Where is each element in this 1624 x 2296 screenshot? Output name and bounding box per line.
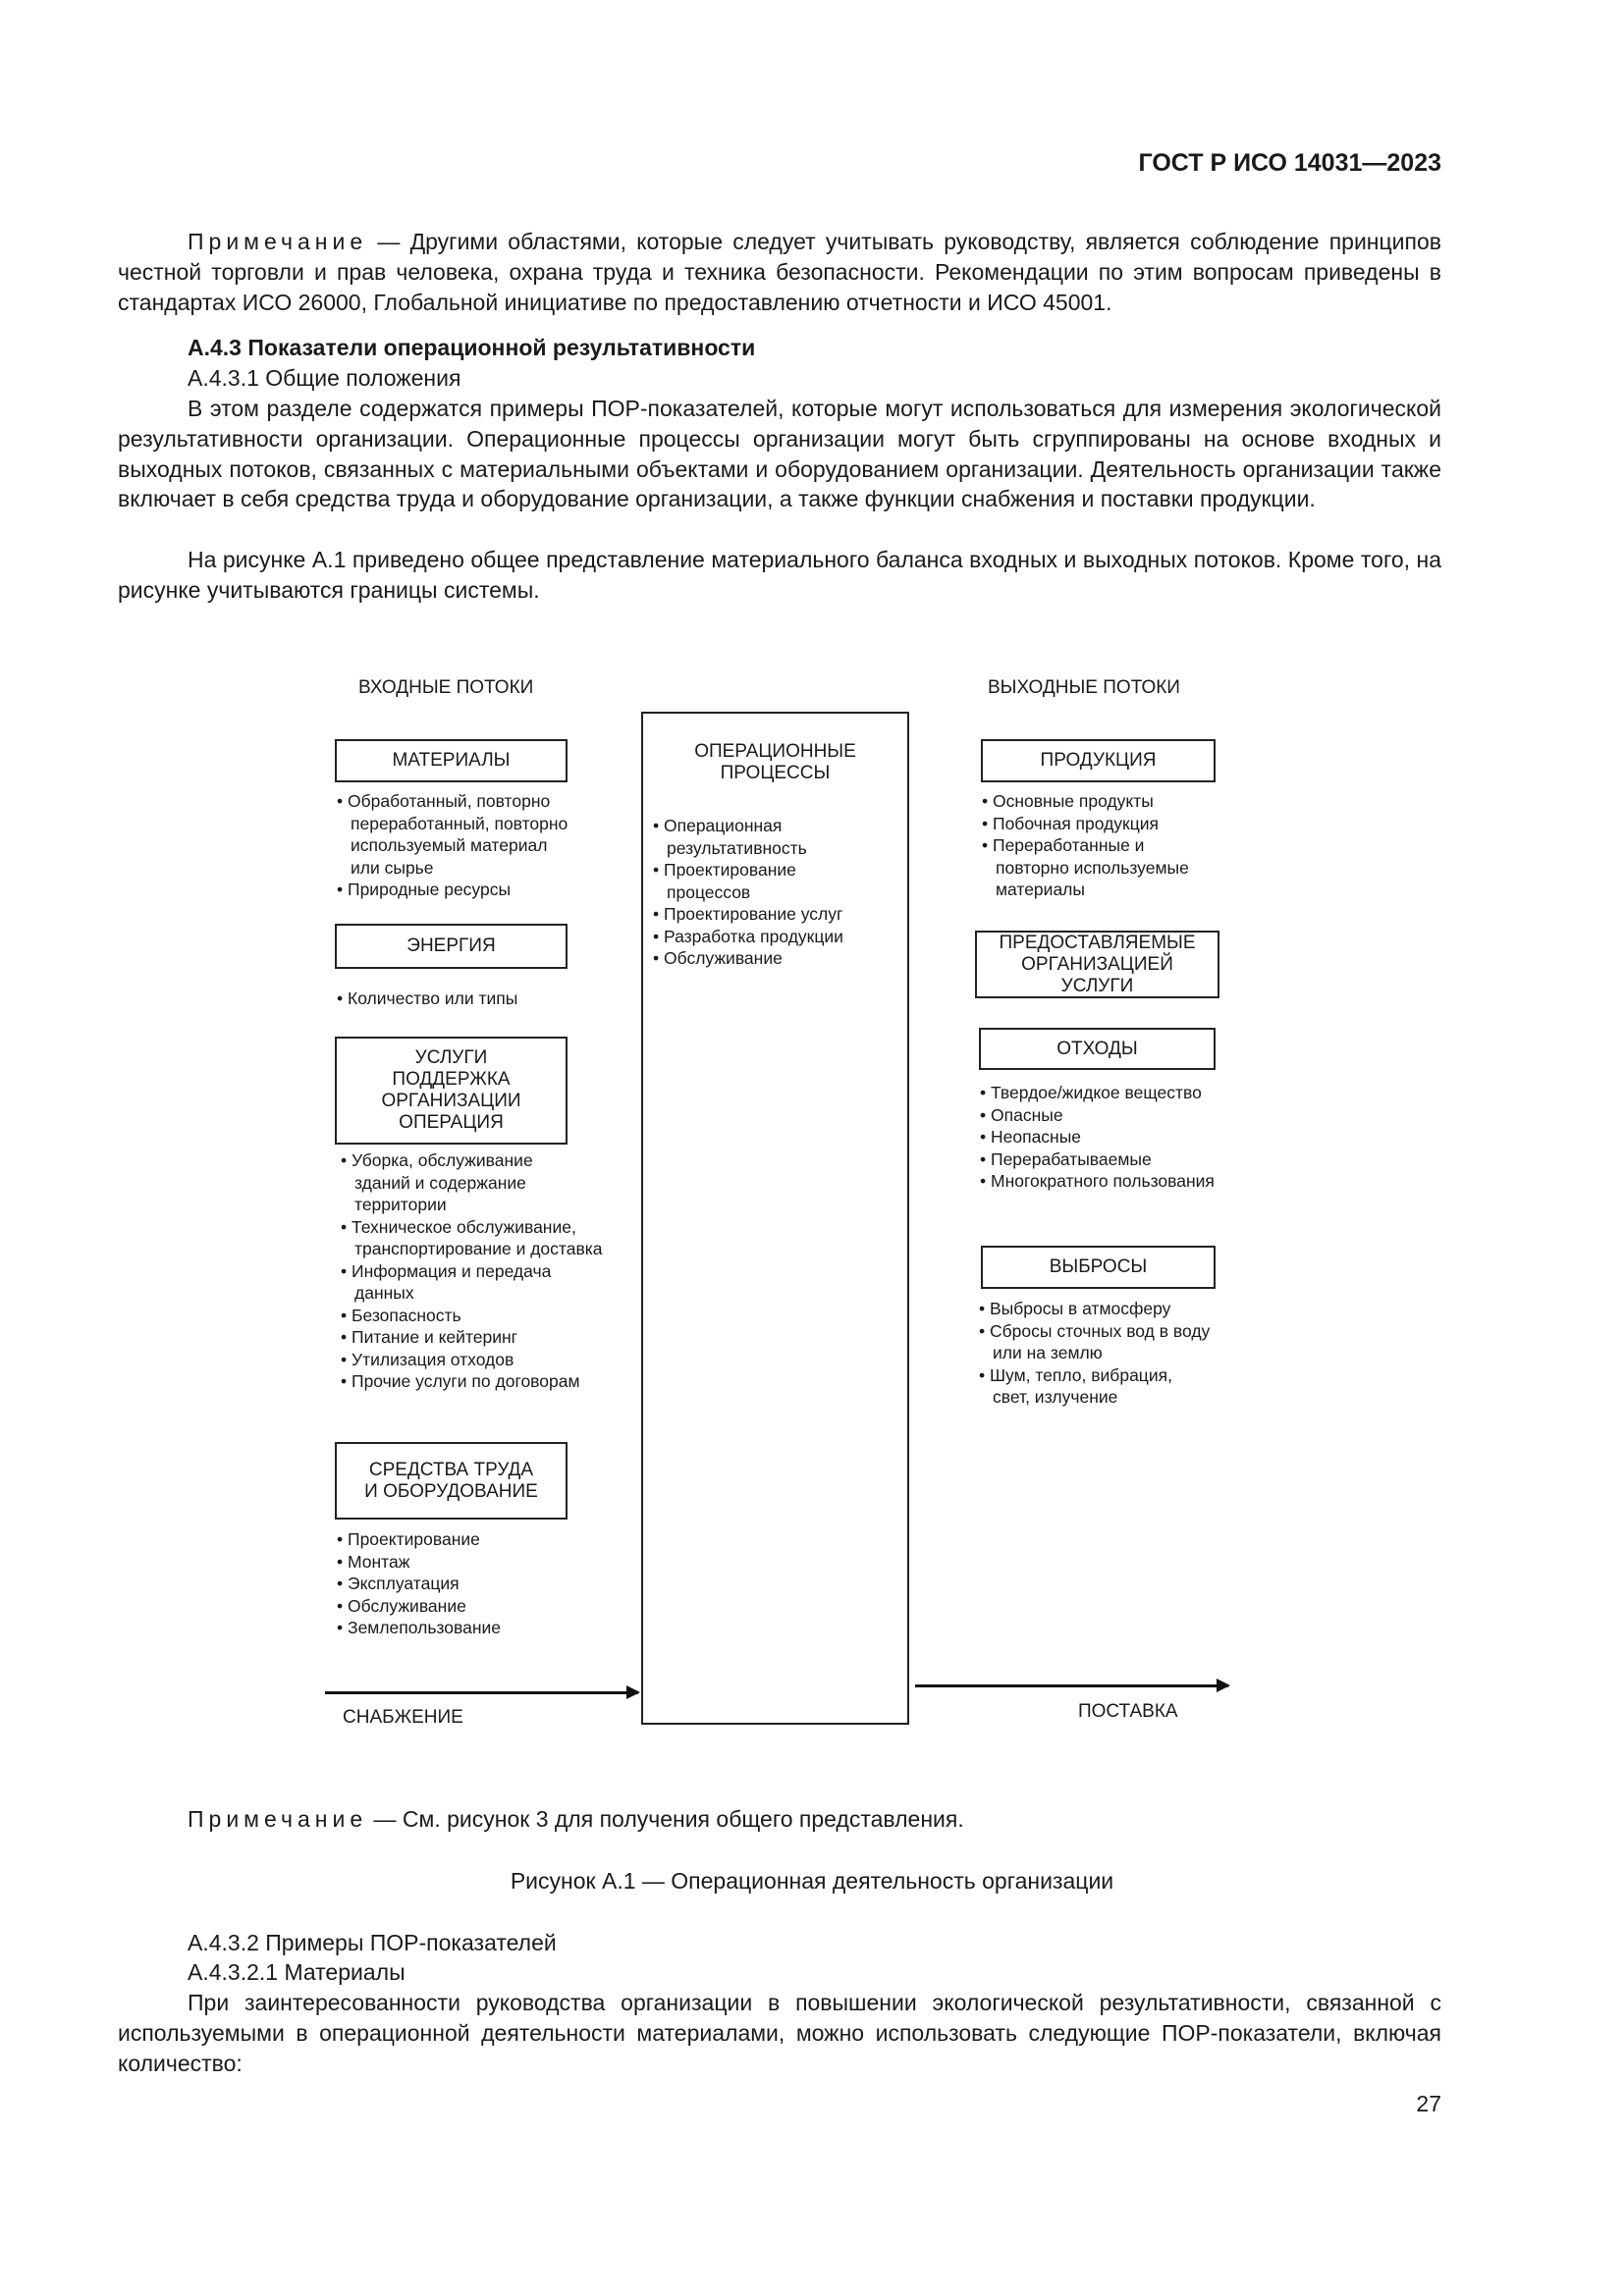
list-item: • Основные продукты xyxy=(982,790,1257,813)
list-item: • Побочная продукция xyxy=(982,813,1257,835)
list-item: • Обслуживание xyxy=(337,1595,631,1618)
list-item: • Природные ресурсы xyxy=(337,879,631,901)
body-paragraph: При заинтересованности руководства организации в повышении экологической результативности, связанной с используемыми в операционной деятельности материалами, можно использовать следующие ПОР-показатели, включая количество: xyxy=(118,1990,1441,2076)
products-box: ПРОДУКЦИЯ xyxy=(981,739,1216,782)
waste-box: ОТХОДЫ xyxy=(979,1028,1216,1070)
body-paragraph: На рисунке А.1 приведено общее представление материального баланса входных и выходных потоков. Кроме того, на рисунке учитываются границы системы. xyxy=(118,547,1441,603)
body-paragraph: В этом разделе содержатся примеры ПОР-показателей, которые могут использоваться для измерения экологической результативности организации. Операционные процессы организации могут быть сгруппированы на основе входных и выходных потоков, связанных с материальными объектами и оборудованием организации. Деятельность организации также включает в себя средства труда и оборудование организации, а также функции снабжения и поставки продукции. xyxy=(118,396,1441,512)
bullet-list xyxy=(337,790,631,901)
note-text: — См. рисунок 3 для получения общего представления. xyxy=(367,1806,964,1832)
list-item: • Неопасные xyxy=(980,1126,1274,1148)
list-item: • Питание и кейтеринг xyxy=(341,1326,645,1349)
list-item: • Информация и передача данных xyxy=(341,1260,645,1305)
delivery-arrow-icon xyxy=(915,1684,1228,1687)
list-item: • Эксплуатация xyxy=(337,1573,631,1595)
figure-note xyxy=(188,1804,964,1835)
list-item: • Уборка, обслуживание зданий и содержание территории xyxy=(341,1149,645,1216)
standard-header: ГОСТ Р ИСО 14031—2023 xyxy=(1138,149,1441,177)
outputs-title: ВЫХОДНЫЕ ПОТОКИ xyxy=(988,677,1180,698)
note-text: — Другими областями, которые следует учитывать руководству, является соблюдение принципов честной торговли и прав человека, охрана труда и техника безопасности. Рекомендации по этим вопросам приведены в стандартах ИСО 26000, Глобальной инициативе по предоставлению отчетности и ИСО 45001. xyxy=(118,229,1441,315)
list-item: • Перерабатываемые xyxy=(980,1148,1274,1171)
list-item: • Выбросы в атмосферу xyxy=(979,1298,1273,1320)
bullet-list xyxy=(653,815,908,970)
bullet-list xyxy=(979,1298,1273,1409)
section-heading: А.4.3 Показатели операционной результативности xyxy=(188,335,756,360)
list-item: • Обработанный, повторно переработанный, повторно используемый материал или сырье xyxy=(337,790,631,879)
bullet-list xyxy=(982,790,1257,901)
supply-arrow-icon xyxy=(325,1691,638,1694)
provided-services-box: ПРЕДОСТАВЛЯЕМЫЕ ОРГАНИЗАЦИЕЙ УСЛУГИ xyxy=(975,931,1219,998)
note-paragraph xyxy=(118,227,1441,317)
list-item: • Проектирование процессов xyxy=(653,859,908,903)
list-item: • Утилизация отходов xyxy=(341,1349,645,1371)
support-services-box: УСЛУГИ ПОДДЕРЖКА ОРГАНИЗАЦИИ ОПЕРАЦИЯ xyxy=(335,1037,568,1145)
center-title: ОПЕРАЦИОННЫЕ ПРОЦЕССЫ xyxy=(694,741,856,783)
list-item: • Безопасность xyxy=(341,1305,645,1327)
materials-box: МАТЕРИАЛЫ xyxy=(335,739,568,782)
bullet-list xyxy=(337,1528,631,1639)
list-item: • Обслуживание xyxy=(653,947,908,970)
figure-caption: Рисунок А.1 — Операционная деятельность организации xyxy=(510,1868,1114,1894)
emissions-box: ВЫБРОСЫ xyxy=(981,1246,1216,1289)
note-label: Примечание xyxy=(188,1806,368,1832)
bullet-list xyxy=(341,1149,645,1393)
list-item: • Многократного пользования xyxy=(980,1170,1274,1193)
list-item: • Опасные xyxy=(980,1104,1274,1127)
list-item: • Проектирование услуг xyxy=(653,903,908,926)
note-label: Примечание xyxy=(188,229,368,254)
list-item: • Монтаж xyxy=(337,1551,631,1574)
list-item: • Землепользование xyxy=(337,1617,631,1639)
list-item: • Проектирование xyxy=(337,1528,631,1551)
list-item: • Количество или типы xyxy=(337,988,631,1010)
page-number: 27 xyxy=(1416,2091,1441,2116)
bullet-list xyxy=(980,1082,1274,1193)
subsection-heading: А.4.3.2.1 Материалы xyxy=(188,1959,406,1985)
list-item: • Сбросы сточных вод в воду или на землю xyxy=(979,1320,1273,1364)
list-item: • Разработка продукции xyxy=(653,926,908,948)
subsection-heading: А.4.3.2 Примеры ПОР-показателей xyxy=(188,1930,557,1955)
bullet-list xyxy=(337,988,631,1010)
energy-box: ЭНЕРГИЯ xyxy=(335,924,568,969)
supply-label: СНАБЖЕНИЕ xyxy=(343,1707,463,1728)
delivery-label: ПОСТАВКА xyxy=(1078,1701,1178,1722)
list-item: • Переработанные и повторно используемые материалы xyxy=(982,834,1257,901)
subsection-heading: А.4.3.1 Общие положения xyxy=(188,365,461,391)
list-item: • Операционная результативность xyxy=(653,815,908,859)
list-item: • Шум, тепло, вибрация, свет, излучение xyxy=(979,1364,1273,1409)
list-item: • Прочие услуги по договорам xyxy=(341,1370,645,1393)
inputs-title: ВХОДНЫЕ ПОТОКИ xyxy=(358,677,534,698)
list-item: • Техническое обслуживание, транспортирование и доставка xyxy=(341,1216,645,1260)
equipment-box: СРЕДСТВА ТРУДА И ОБОРУДОВАНИЕ xyxy=(335,1442,568,1520)
list-item: • Твердое/жидкое вещество xyxy=(980,1082,1274,1104)
